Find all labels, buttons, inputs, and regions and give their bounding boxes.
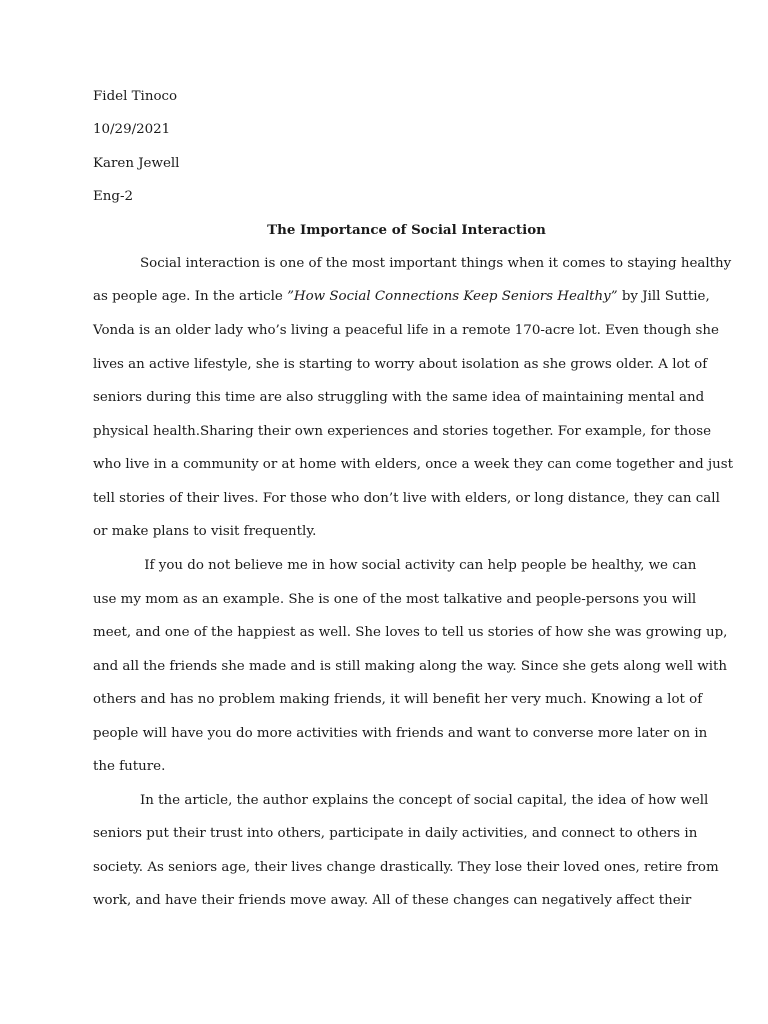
- paragraph-line: society. As seniors age, their lives change drastically. They lose their loved ones, retire from: [93, 860, 719, 875]
- paragraph-line: who live in a community or at home with elders, once a week they can come together and just: [93, 457, 734, 472]
- paragraph-line: Social interaction is one of the most important things when it comes to staying healthy: [140, 256, 732, 271]
- paragraph-line: people will have you do more activities with friends and want to converse more later on in: [93, 726, 708, 741]
- paragraph-line: physical health.Sharing their own experiences and stories together. For example, for those: [93, 424, 712, 439]
- paragraph-line: In the article, the author explains the concept of social capital, the idea of how well: [140, 793, 709, 808]
- date-line: 10/29/2021: [93, 122, 171, 137]
- paragraph-line: or make plans to visit frequently.: [93, 524, 317, 539]
- article-title: ”How Social Connections Keep Seniors Healthy”: [287, 289, 618, 304]
- paragraph-line: Vonda is an older lady who’s living a peaceful life in a remote 170-acre lot. Even though she: [93, 323, 719, 338]
- paragraph-line: seniors put their trust into others, participate in daily activities, and connect to others in: [93, 826, 698, 841]
- paragraph-line: the future.: [93, 759, 166, 774]
- essay-title: The Importance of Social Interaction: [267, 222, 546, 238]
- paragraph-text: as people age. In the article: [93, 289, 288, 304]
- paragraph-line: [93, 288, 710, 306]
- paragraph-text: by Jill Suttie,: [617, 289, 710, 304]
- paragraph-line: and all the friends she made and is still making along the way. Since she gets along well with: [93, 659, 728, 674]
- paragraph-line: If you do not believe me in how social activity can help people be healthy, we can: [140, 558, 697, 573]
- paragraph-line: work, and have their friends move away. All of these changes can negatively affect their: [93, 893, 692, 908]
- instructor-name: Karen Jewell: [93, 156, 180, 171]
- paragraph-line: tell stories of their lives. For those who don’t live with elders, or long distance, they can call: [93, 491, 720, 506]
- paragraph-line: lives an active lifestyle, she is starting to worry about isolation as she grows older. A lot of: [93, 357, 708, 372]
- paragraph-line: seniors during this time are also struggling with the same idea of maintaining mental and: [93, 390, 705, 405]
- course-name: Eng-2: [93, 189, 134, 204]
- author-name: Fidel Tinoco: [93, 89, 178, 104]
- paragraph-line: use my mom as an example. She is one of the most talkative and people-persons you will: [93, 592, 697, 607]
- paragraph-line: meet, and one of the happiest as well. She loves to tell us stories of how she was growing up,: [93, 625, 728, 640]
- paragraph-line: others and has no problem making friends, it will benefit her very much. Knowing a lot of: [93, 692, 703, 707]
